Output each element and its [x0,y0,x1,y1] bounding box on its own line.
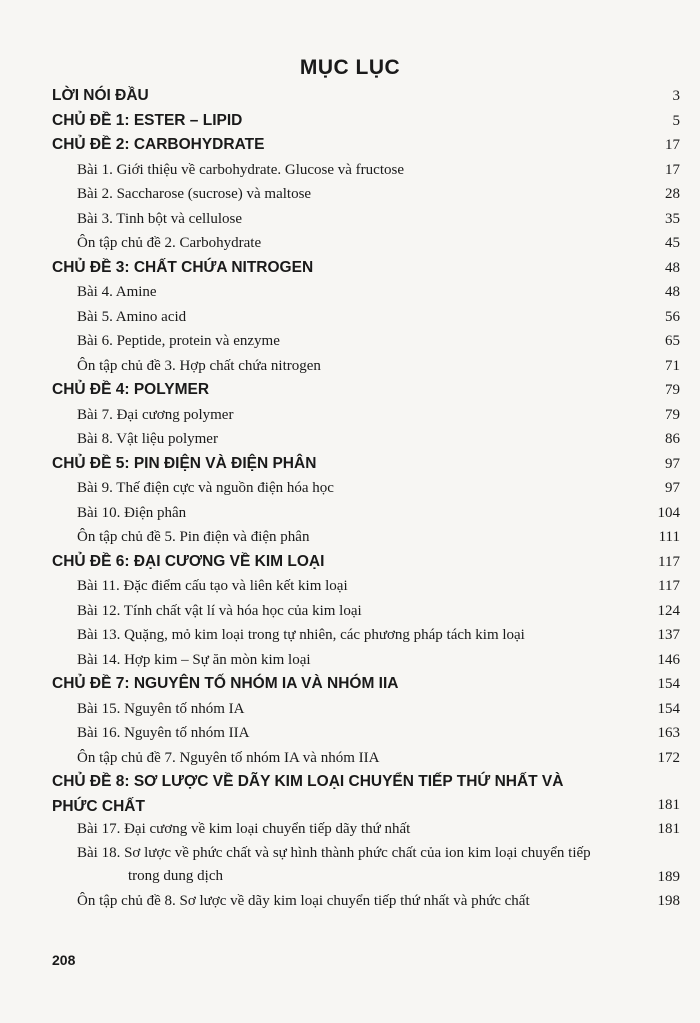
toc-entry-page: 198 [657,892,680,909]
toc-entry-page: 163 [657,725,680,741]
toc-lesson-entry [52,648,680,673]
toc-entry-label-line: Bài 14. Hợp kim – Sự ăn mòn kim loại [77,651,311,668]
toc-entry-page: 79 [665,406,680,423]
toc-lesson-entry [52,158,680,183]
toc-entry-label-line: Bài 4. Amine [77,284,157,300]
toc-entry-label [77,889,630,914]
toc-entry-label-line: CHỦ ĐỀ 5: PIN ĐIỆN VÀ ĐIỆN PHÂN [52,454,317,472]
toc-entry-label-line: Ôn tập chủ đề 5. Pin điện và điện phân [77,529,310,545]
toc-entry-label [77,158,630,183]
toc-entry-label-line: Bài 15. Nguyên tố nhóm IA [77,700,245,717]
toc-entry-page: 97 [665,480,680,496]
toc-entry-label-line: CHỦ ĐỀ 3: CHẤT CHỨA NITROGEN [52,258,314,276]
toc-entry-page: 45 [665,235,680,251]
toc-entry-label [52,109,630,134]
toc-entry-label [52,672,630,697]
toc-entry-label [77,648,630,673]
toc-lesson-entry [52,305,680,330]
toc-entry-label-line: Bài 3. Tinh bột và cellulose [77,210,242,227]
toc-entry-label [77,746,630,771]
toc-chapter-entry [52,133,680,158]
toc-entry-label [77,427,630,452]
toc-lesson-entry [52,697,680,722]
toc-entry-label [52,378,630,403]
toc-entry-page: 154 [657,700,680,717]
toc-entry-page: 3 [672,88,680,104]
toc-entry-label-line: Bài 7. Đại cương polymer [77,406,234,423]
toc-lesson-entry [52,403,680,428]
toc-entry-label-line: Bài 6. Peptide, protein và enzyme [77,333,280,349]
toc-entry-page: 189 [657,868,680,885]
toc-entry-label-line: LỜI NÓI ĐẦU [52,87,149,104]
toc-entry-label [77,842,630,889]
toc-lesson-entry [52,623,680,648]
toc-chapter-entry [52,452,680,477]
toc-entry-page: 172 [657,749,680,766]
toc-entry-page: 97 [665,455,680,472]
toc-lesson-entry [52,889,680,914]
toc-entry-label [77,574,630,599]
toc-entry-page: 35 [665,210,680,227]
toc-entry-label-line: PHỨC CHẤT [52,797,145,815]
toc-entry-label [77,697,630,722]
toc-chapter-entry [52,550,680,575]
toc-entry-page: 17 [665,137,680,153]
toc-lesson-entry [52,599,680,624]
toc-lesson-entry [52,574,680,599]
toc-entry-page: 79 [665,382,680,398]
toc-entry-label [77,476,630,501]
toc-lesson-entry [52,207,680,232]
toc-entry-label-line: Bài 1. Giới thiệu về carbohydrate. Glucose và fructose [77,161,404,178]
toc-lesson-entry [52,817,680,842]
toc-entry-label [52,256,630,281]
toc-entry-label-line: Ôn tập chủ đề 7. Nguyên tố nhóm IA và nhóm IIA [77,749,380,766]
toc-chapter-entry [52,672,680,697]
toc-entry-label-line: Bài 13. Quặng, mỏ kim loại trong tự nhiên, các phương pháp tách kim loại [77,627,525,643]
toc-lesson-entry [52,746,680,771]
toc-entry-label [77,305,630,330]
toc-entry-label-line: Bài 2. Saccharose (sucrose) và maltose [77,186,312,202]
toc-entry-label [77,501,630,526]
toc-entry-page: 5 [672,112,680,129]
toc-entry-label [77,817,630,842]
toc-lesson-entry [52,842,680,889]
page-number: 208 [52,952,76,968]
page-title: MỤC LỤC [299,56,401,79]
toc-lesson-entry [52,354,680,379]
toc-entry-label-line: CHỦ ĐỀ 8: SƠ LƯỢC VỀ DÃY KIM LOẠI CHUYỂN TIẾP THỨ NHẤT VÀ [52,773,564,790]
toc-entry-label-line: Bài 17. Đại cương về kim loại chuyển tiếp dãy thứ nhất [77,821,411,837]
toc-entry-page: 146 [657,651,680,668]
toc-entry-label-line: Bài 18. Sơ lược về phức chất và sự hình thành phức chất của ion kim loại chuyển tiếp [77,844,591,861]
toc-entry-page: 48 [665,259,680,276]
toc-entry-page: 117 [658,553,680,570]
toc-chapter-entry [52,256,680,281]
toc-entry-label-line: CHỦ ĐỀ 1: ESTER – LIPID [52,111,243,129]
toc-entry-label [52,770,630,819]
toc-entry-label [77,403,630,428]
toc-entry-label-line: CHỦ ĐỀ 4: POLYMER [52,381,210,398]
toc-entry-page: 56 [665,308,680,325]
toc-entry-page: 86 [665,431,680,447]
toc-entry-label-line: CHỦ ĐỀ 2: CARBOHYDRATE [52,136,265,153]
toc-lesson-entry [52,476,680,501]
toc-entry-label-line: Ôn tập chủ đề 8. Sơ lược về dãy kim loại chuyển tiếp thứ nhất và phức chất [77,892,530,909]
toc-entry-page: 48 [665,284,680,300]
toc-entry-page: 117 [658,578,680,594]
toc-entry-page: 65 [665,333,680,349]
toc-entry-label [77,329,630,354]
toc-entry-label [77,207,630,232]
table-of-contents [52,84,680,913]
toc-chapter-entry [52,378,680,403]
toc-entry-label-line: Bài 10. Điện phân [77,504,187,521]
toc-entry-page: 154 [657,676,680,692]
toc-lesson-entry [52,721,680,746]
toc-entry-label [77,721,630,746]
toc-entry-page: 17 [665,161,680,178]
toc-entry-page: 71 [665,357,680,374]
toc-lesson-entry [52,525,680,550]
toc-entry-label-line: Ôn tập chủ đề 3. Hợp chất chứa nitrogen [77,357,321,374]
toc-entry-label-line: Bài 9. Thế điện cực và nguồn điện hóa học [77,480,334,496]
toc-entry-label [77,280,630,305]
toc-lesson-entry [52,280,680,305]
toc-lesson-entry [52,329,680,354]
toc-entry-label-line: trong dung dịch [128,868,223,884]
toc-lesson-entry [52,501,680,526]
toc-chapter-entry [52,109,680,134]
toc-lesson-entry [52,427,680,452]
toc-entry-label [52,452,630,477]
toc-entry-label [77,599,630,624]
toc-lesson-entry [52,231,680,256]
toc-entry-label [52,84,630,109]
toc-entry-page: 137 [657,627,680,643]
toc-entry-label-line: Bài 8. Vật liệu polymer [77,431,218,447]
toc-entry-page: 104 [657,504,680,521]
toc-entry-label [52,133,630,158]
toc-entry-page: 111 [658,529,680,545]
toc-chapter-entry [52,84,680,109]
toc-entry-label [77,182,630,207]
toc-entry-label [77,231,630,256]
toc-entry-page: 124 [657,602,680,619]
toc-entry-page: 181 [657,797,680,813]
toc-entry-label-line: Bài 12. Tính chất vật lí và hóa học của kim loại [77,602,362,619]
toc-entry-label-line: CHỦ ĐỀ 6: ĐẠI CƯƠNG VỀ KIM LOẠI [52,552,325,570]
toc-entry-label-line: Ôn tập chủ đề 2. Carbohydrate [77,235,262,251]
toc-entry-page: 181 [657,821,680,837]
toc-entry-page: 28 [665,186,680,202]
toc-entry-label-line: Bài 16. Nguyên tố nhóm IIA [77,725,250,741]
toc-entry-label-line: Bài 11. Đặc điểm cấu tạo và liên kết kim loại [77,578,348,594]
toc-entry-label [77,354,630,379]
toc-entry-label-line: Bài 5. Amino acid [77,308,187,325]
toc-entry-label-line: CHỦ ĐỀ 7: NGUYÊN TỐ NHÓM IA VÀ NHÓM IIA [52,675,399,692]
toc-chapter-entry [52,770,680,817]
toc-entry-label [77,525,630,550]
toc-lesson-entry [52,182,680,207]
toc-entry-label [52,550,630,575]
toc-entry-label [77,623,630,648]
